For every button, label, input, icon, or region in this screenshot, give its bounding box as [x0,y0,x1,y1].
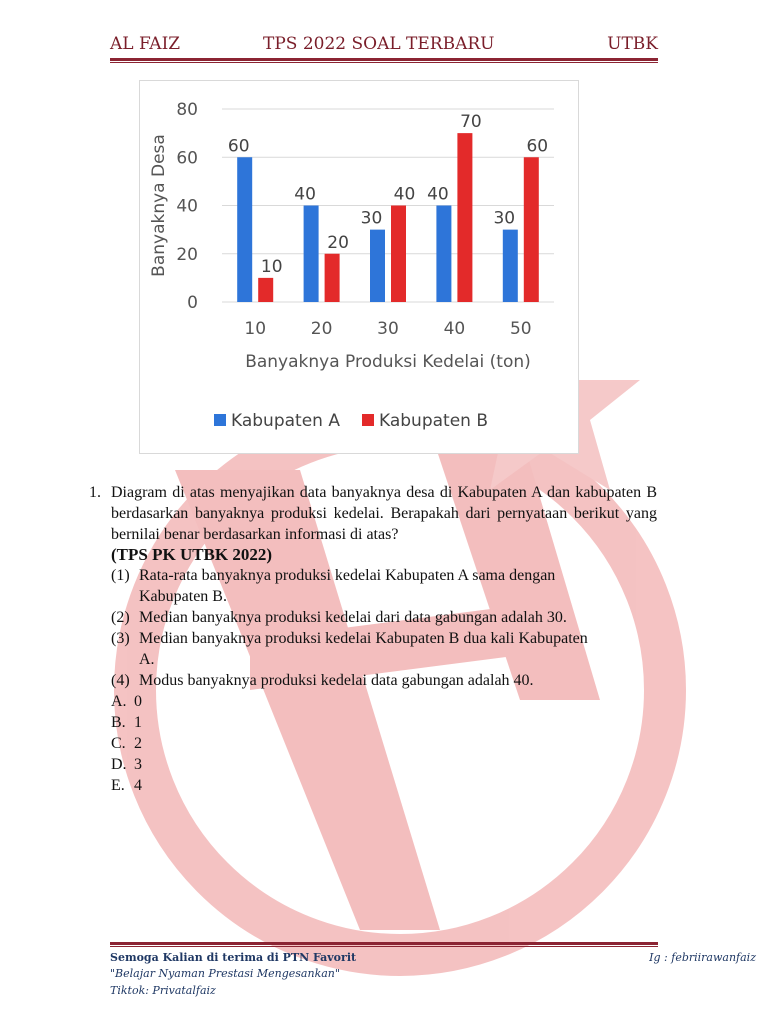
data-label: 60 [227,136,250,157]
y-tick-label: 60 [176,148,198,169]
y-tick-label: 0 [187,293,198,313]
statement-line: Modus banyaknya produksi kedelai data gabungan adalah 40. [139,672,534,689]
legend-label: Kabupaten A [231,411,340,431]
statement-number: (3) [111,630,130,647]
footer-motto: "Belajar Nyaman Prestasi Mengesankan" [110,967,340,980]
y-axis-title: Banyaknya Desa [149,134,169,277]
statement-line: Rata-rata banyaknya produksi kedelai Kabupaten A sama dengan [139,567,556,584]
legend-swatch [362,414,374,426]
answer-option-e[interactable] [111,775,142,796]
statement-number: (1) [111,567,130,584]
answer-option-d[interactable] [111,754,142,775]
statement-line: Median banyaknya produksi kedelai Kabupaten B dua kali Kabupaten [139,630,588,647]
data-label: 40 [294,184,316,205]
bar [370,230,385,302]
footer-tiktok: Tiktok: Privatalfaiz [110,984,216,997]
bar-chart [139,80,579,454]
bar [304,206,319,303]
header-rule [110,58,658,61]
header-exam: UTBK [607,34,658,54]
statement-line: A. [139,651,155,668]
option-value: 2 [134,735,142,752]
data-label: 30 [360,208,383,229]
x-tick-label: 50 [509,319,532,339]
y-tick-label: 80 [176,100,198,120]
y-tick-label: 20 [176,244,198,265]
statement-number: (2) [111,609,130,626]
statement-text [139,565,659,607]
data-label: 20 [327,232,349,253]
answer-option-a[interactable] [111,691,142,712]
bar [436,206,451,303]
option-value: 1 [134,714,142,731]
bar [325,254,340,302]
option-value: 4 [134,777,142,794]
x-tick-label: 30 [377,319,399,339]
bar [258,278,273,302]
option-letter: E. [111,777,125,794]
question-number: 1. [89,484,101,501]
answer-option-c[interactable] [111,733,142,754]
data-label: 10 [260,256,283,277]
x-tick-label: 20 [310,319,333,339]
data-label: 70 [460,112,482,133]
header-title: TPS 2022 SOAL TERBARU [263,34,495,54]
option-letter: B. [111,714,126,731]
option-value: 3 [134,756,142,773]
answer-option-b[interactable] [111,712,142,733]
header-author: AL FAIZ [110,34,181,54]
option-value: 0 [134,693,142,710]
bar [524,157,539,302]
footer-slogan: Semoga Kalian di terima di PTN Favorit [110,951,357,964]
statement-number: (4) [111,672,130,689]
y-tick-label: 40 [176,196,198,217]
x-tick-label: 40 [443,319,466,339]
option-letter: D. [111,756,127,773]
data-label: 30 [493,208,516,229]
bar [503,230,518,302]
option-letter: C. [111,735,126,752]
question-source-tag: (TPS PK UTBK 2022) [111,545,273,564]
page-header [110,34,658,58]
statement-line: Median banyaknya produksi kedelai dari data gabungan adalah 30. [139,609,567,626]
statement-line: Kabupaten B. [139,588,227,605]
option-letter: A. [111,693,127,710]
bar [391,206,406,303]
footer-rule [110,942,658,945]
header-rule-thin [110,62,658,63]
bar [237,157,252,302]
bar [457,133,472,302]
x-axis-title: Banyaknya Produksi Kedelai (ton) [245,352,531,372]
statement-text [139,607,659,628]
statement-text [139,670,659,691]
statement-text [139,628,659,670]
x-tick-label: 10 [244,319,267,339]
data-label: 40 [393,184,416,205]
legend-swatch [214,414,226,426]
data-label: 60 [526,136,549,157]
data-label: 40 [427,184,449,205]
question-text: Diagram di atas menyajikan data banyaknya desa di Kabupaten A dan kabupaten B berdasarkan banyaknya produksi kedelai. Berapakah dari pernyataan berikut yang bernilai benar berdasarkan informasi di atas? [111,484,657,543]
chart-canvas [140,81,578,453]
footer-rule-thin [110,946,658,947]
legend-label: Kabupaten B [379,411,489,431]
footer-instagram: Ig : febriirawanfaiz [649,951,756,964]
